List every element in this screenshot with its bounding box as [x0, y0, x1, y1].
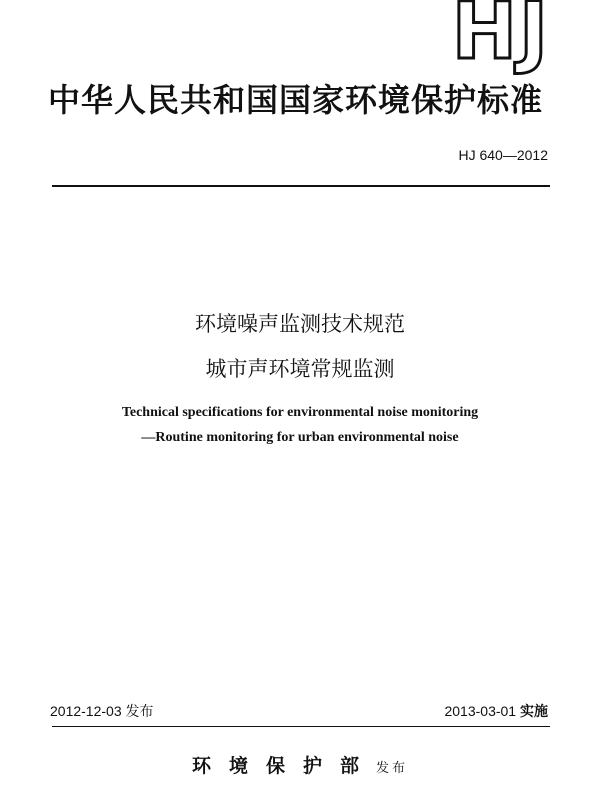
issue-date: 2012-12-03	[50, 703, 122, 719]
implementation-date: 2013-03-01	[444, 703, 517, 719]
implementation-label: 实施	[520, 703, 548, 719]
english-title-line-1: Technical specifications for environmental noise monitoring	[121, 405, 479, 420]
english-title-line-2: —Routine monitoring for urban environmental noise	[141, 430, 459, 445]
issuer-name: 环境保护部	[191, 755, 377, 777]
standard-number: HJ 640—2012	[458, 147, 548, 163]
issue-label: 发布	[125, 703, 154, 719]
issuer-line	[0, 752, 600, 783]
hj-standard-logo: HJ	[451, 0, 550, 77]
chinese-title-line-2: 城市声环境常规监测	[205, 357, 395, 381]
chinese-title-line-1: 环境噪声监测技术规范	[195, 312, 405, 336]
implementation-date-block	[444, 702, 548, 720]
header-divider	[52, 185, 550, 187]
footer-divider	[52, 726, 550, 727]
issue-date-block	[50, 702, 154, 720]
issuer-suffix: 发布	[376, 761, 409, 776]
issuing-authority-heading: 中华人民共和国国家环境保护标准	[48, 81, 544, 119]
